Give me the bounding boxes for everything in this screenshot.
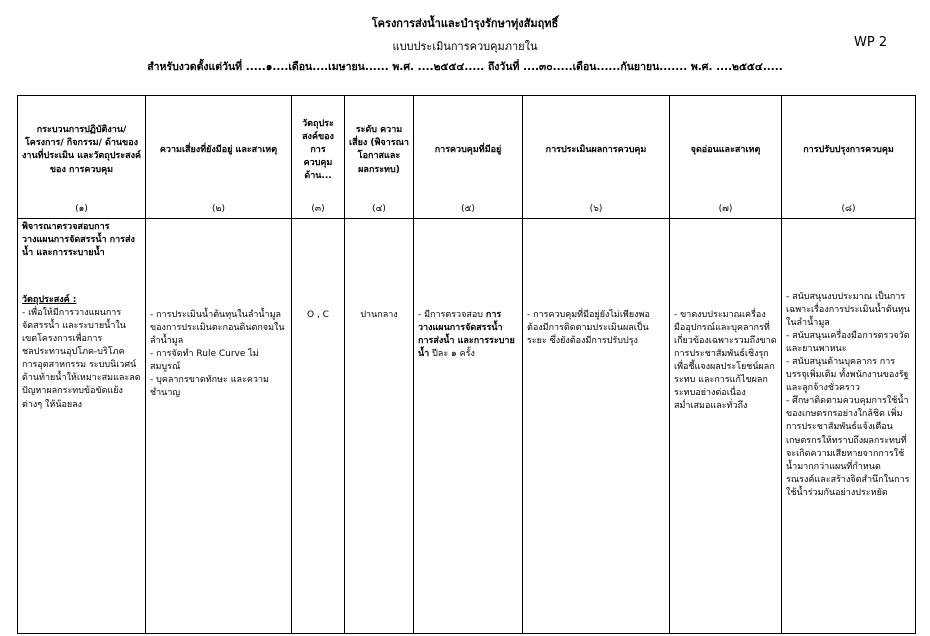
improvement-item: - ศึกษาติดตามควบคุมการใช้น้ำของเกษตรกรอย่างใกล้ชิด เพิ่มการประชาสัมพันธ์แจ้งเตือนเกษตรกรให้ทราบถึงผลกระทบที่จะเกิดความเสียหายจากการใช้น้ำมากกว่าแผนที่กำหนด รณรงค์และสร้างจิตสำนึกในการใช้น้ำร่วมกันอย่างประหยัด [786,396,910,498]
assessment-table [17,95,916,634]
document-subtitle: แบบประเมินการควบคุมภายใน [392,40,538,53]
cell-improvement [782,219,916,634]
risk-item: - บุคลากรขาดทักษะ และความชำนาญ [150,375,269,399]
report-period: สำหรับงวดตั้งแต่วันที่ .....๑....เดือน....เมษายน...... พ.ศ. ....๒๕๕๔..... ถึงวันที่ ....๓๐.....เดือน......กันยายน....... พ.ศ. ....๒๕๕๔..... [147,61,783,73]
weakness-text: - ขาดงบประมาณเครื่องมืออุปกรณ์และบุคลากรที่เกี่ยวข้องเฉพาะรวมถึงขาดการประชาสัมพันธ์เชิงรุกเพื่อชี้แจงผลประโยชน์ผลกระทบ และการแก้ไขผลกระทบอย่างต่อเนื่อง สม่ำเสมอและทั่วถึง [674,310,777,412]
header-row [18,96,916,219]
cell-risk [146,219,292,634]
col-header-process: กระบวนการปฏิบัติงาน/ โครงการ/ กิจกรรม/ ด้านของงานที่ประเมิน และวัตถุประสงค์ของ การควบคุม (๑) [18,96,146,219]
improvement-item: - สนับสนุนเครื่องมือการตรวจวัดและยานพาหนะ [786,331,910,355]
objective-text: - เพื่อให้มีการวางแผนการจัดสรรน้ำ และระบายน้ำในเขตโครงการเพื่อการชลประทานอุปโภค-บริโภค การอุตสาหกรรม ระบบนิเวศน์ด้านท้ายน้ำให้เหมาะสมและลดปัญหาผลกระทบข้อขัดแย้งต่างๆ ให้น้อยลง [22,308,141,410]
process-title: พิจารณาตรวจสอบการวางแผนการจัดสรรน้ำ การส่งน้ำ และการระบายน้ำ [22,222,135,259]
cell-process [18,219,146,634]
form-code: WP 2 [854,35,888,50]
improvement-item: - สนับสนุนด้านบุคลากร การบรรจุเพิ่มเติม ทั้งพนักงานของรัฐ และลูกจ้างชั่วคราว [786,357,909,394]
risk-item: - การประเมินน้ำต้นทุนในลำน้ำมูลของการประเมินตะกอนดินตกจมในลำน้ำมูล [150,310,285,347]
col-header-evaluation: การประเมินผลการควบคุม (๖) [523,96,670,219]
objective-codes: O , C [307,310,329,320]
cell-existing-control [414,219,523,634]
col-header-existing-control: การควบคุมที่มีอยู่ (๕) [414,96,523,219]
col-header-weakness: จุดอ่อนและสาเหตุ (๗) [670,96,782,219]
col-header-risk-level: ระดับ ความเสี่ยง (พิจารณา โอกาสและ ผลกระทบ) (๔) [345,96,414,219]
risk-item: - การจัดทำ Rule Curve ไม่สมบูรณ์ [150,349,259,373]
existing-control-text: - มีการตรวจสอบ การวางแผนการจัดสรรน้ำ การส่งน้ำ และการระบายน้ำ ปีละ ๑ ครั้ง [418,310,515,360]
cell-weakness [670,219,782,634]
col-header-improvement: การปรับปรุงการควบคุม (๘) [782,96,916,219]
cell-objective [292,219,345,634]
col-header-objective: วัตถุประ สงค์ของ การ ควบคุม ด้าน... (๓) [292,96,345,219]
evaluation-text: - การควบคุมที่มีอยู่ยังไม่เพียงพอ ต้องมีการติดตามประเมินผลเป็นระยะ ซึ่งยังต้องมีการปรับปรุง [527,310,650,347]
document-title: โครงการส่งน้ำและบำรุงรักษาทุ่งสัมฤทธิ์ [371,17,559,30]
risk-level: ปานกลาง [360,310,398,320]
table-row [18,219,916,634]
cell-risk-level [345,219,414,634]
col-header-risk: ความเสี่ยงที่ยังมีอยู่ และสาเหตุ (๒) [146,96,292,219]
objective-label: วัตถุประสงค์ : [22,295,77,306]
improvement-item: - สนับสนุนงบประมาณ เป็นการเฉพาะเรื่องการประเมินน้ำต้นทุนในลำน้ำมูล [786,292,910,329]
cell-evaluation [523,219,670,634]
